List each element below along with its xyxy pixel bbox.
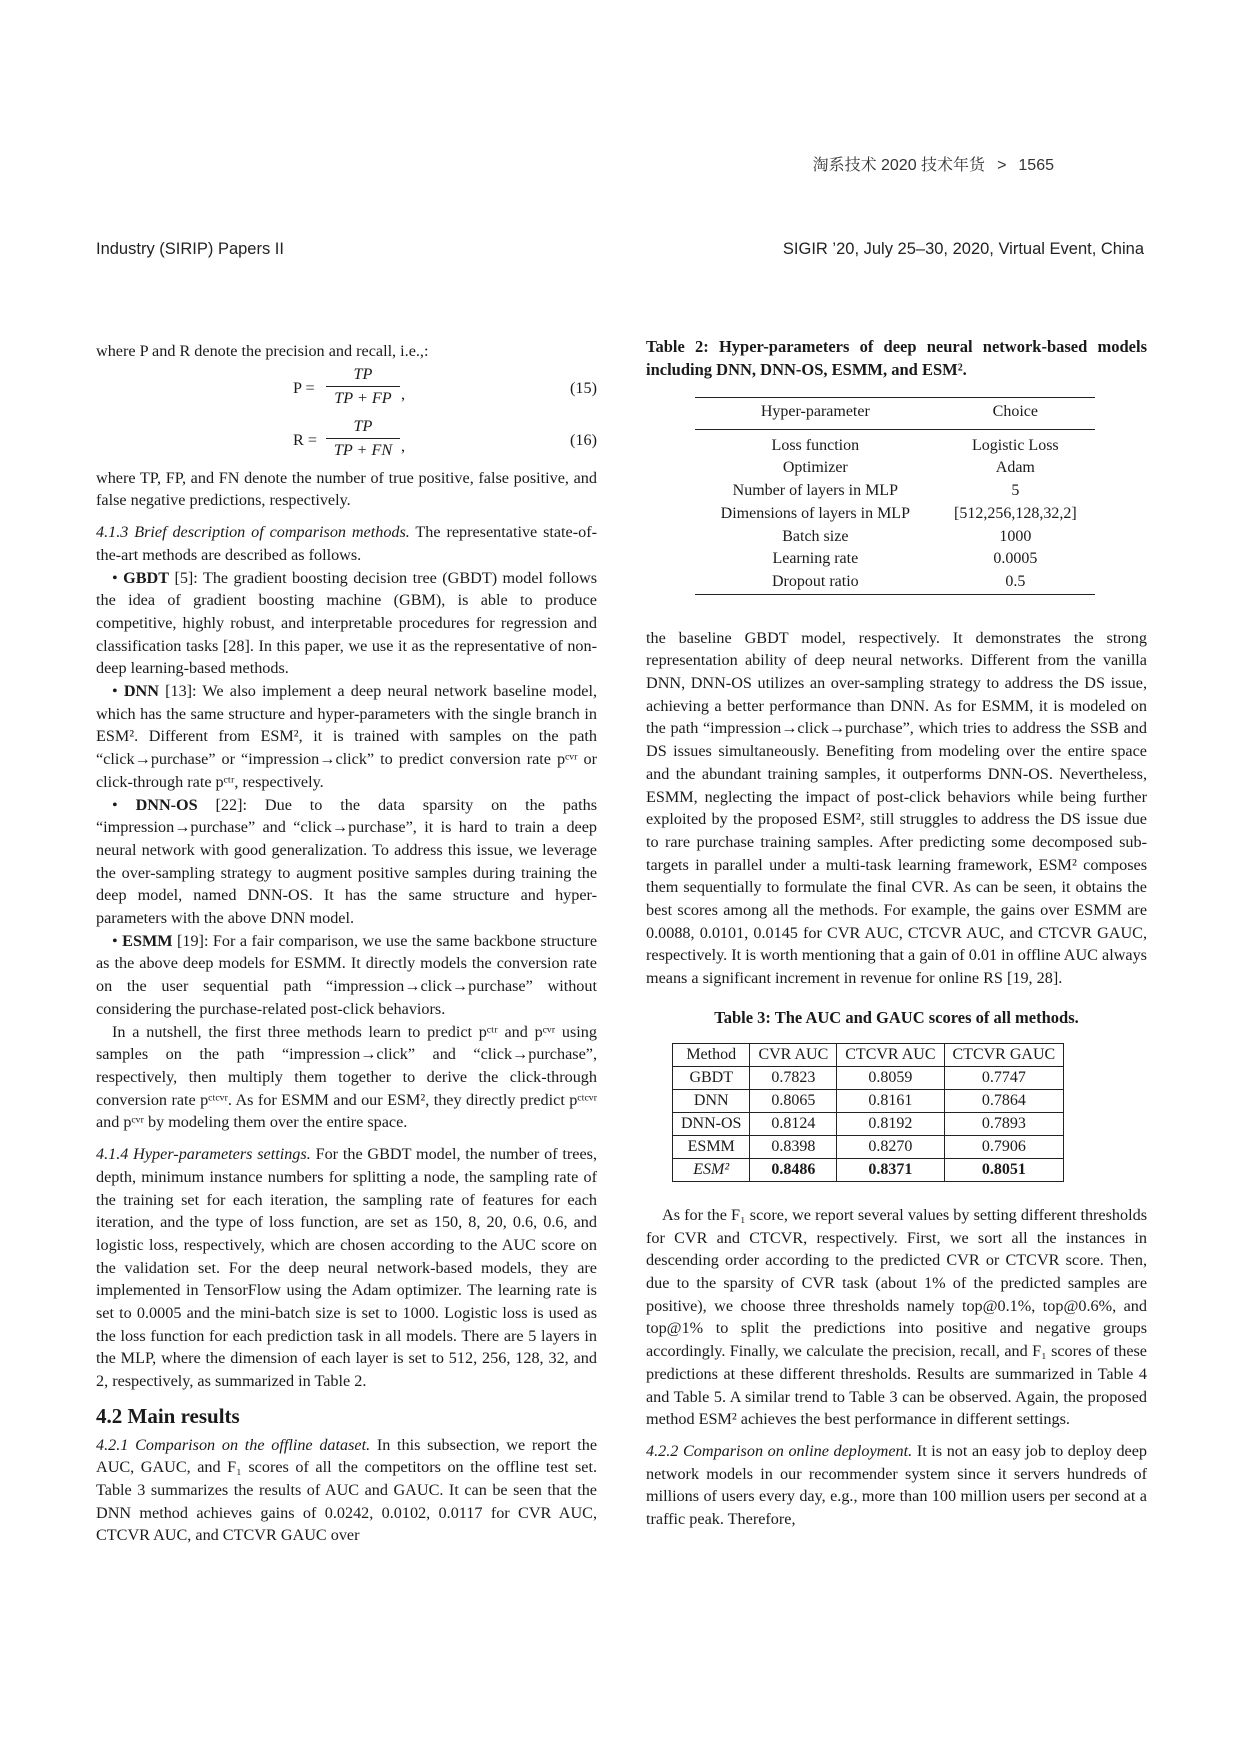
table-row: ESMM 0.8398 0.8270 0.7906 [673, 1135, 1064, 1158]
method-dnn: • DNN [13]: We also implement a deep neural network baseline model, which has the same structure and hyper-parameters with the single branch in ESM². Different from ESM², it is trained with samples on the path “click→purchase” or “impression→click” to predict conversion rate pᶜᵛʳ or click-through rate pᶜᵗʳ, respectively. [96, 682, 598, 791]
table-row: Optimizer Adam [782, 459, 1035, 477]
table-row: Batch size 1000 [782, 527, 1032, 545]
table-row: Dropout ratio 0.5 [771, 572, 1026, 590]
table-row: DNN 0.8065 0.8161 0.7864 [673, 1089, 1064, 1112]
after-equation-paragraph: where TP, FP, and FN denote the number of true positive, false positive, and false negative predictions, respectively. [96, 468, 597, 510]
eq16-numerator: TP [326, 415, 400, 440]
left-column [96, 340, 597, 1547]
f1-paragraph: As for the F₁ score, we report several values by setting different thresholds for CVR and CTCVR, respectively. First, we sort all the instances in descending order according to the predicted CVR or CTCVR score. Then, due to the sparsity of CVR task (about 1% of the predicted samples are positive), we choose three thresholds namely top@0.1%, top@0.6%, and top@1% to split the predictions into positive and negative groups accordingly. Finally, we calculate the precision, recall, and F₁ scores of these predictions at these different thresholds. Results are summarized in Table 4 and Table 5. A similar trend to Table 3 can be observed. Again, the proposed method ESM² achieves the best performance in different settings. [646, 1205, 1147, 1429]
section-4-2-1-title: 4.2.1 Comparison on the offline dataset. [96, 1435, 371, 1454]
equation-15: P = $\frac{TP}{TP + FP}$ , (15) [96, 363, 597, 415]
table-2-caption: Table 2: Hyper-parameters of deep neural network-based models including DNN, DNN-OS, ESMM, and ESM². [646, 337, 1147, 379]
table-3-header: CVR AUC [750, 1043, 837, 1066]
right-column [646, 335, 1147, 1531]
table-3-caption: Table 3: The AUC and GAUC scores of all methods. [714, 1007, 1079, 1027]
intro-paragraph: where P and R denote the precision and recall, i.e.,: [96, 342, 429, 360]
section-4-1-3: 4.1.3 Brief description of comparison methods. The representative state-of-the-art methods are described as follows. [96, 523, 597, 564]
book-header [813, 152, 1054, 175]
table-row: Loss function Logistic Loss [771, 436, 1059, 454]
method-dnn-os: • DNN-OS [22]: Due to the data sparsity on the paths “impression→purchase” and “click→purchase”, it is hard to train a deep neural network with good generalization. To address this issue, we leverage the over-sampling strategy to augment positive samples during training the deep model, named DNN-OS. It has the same structure and hyper-parameters with the above DNN model. [96, 795, 597, 928]
table-3-header: Method [673, 1043, 750, 1066]
section-4-1-4-title: 4.1.4 Hyper-parameters settings. [96, 1145, 311, 1164]
eq15-numerator: TP [326, 363, 400, 388]
eq15-number: (15) [570, 378, 597, 397]
results-discussion-paragraph: the baseline GBDT model, respectively. It demonstrates the strong representation ability of deep neural networks. Different from the vanilla DNN, DNN-OS utilizes an over-sampling strategy to address the DS issue, achieving a better performance than DNN. As for ESMM, it is modeled on the path “impression→click→purchase”, which tries to address the SSB and DS issues simultaneously. Benefiting from modeling over the entire space and the abundant training samples, it outperforms DNN-OS. Nevertheless, ESMM, neglecting the impact of post-click behaviors while being further exploited by the proposed ESM², still struggles to address the DS issue due to rare purchase training samples. After predicting some decomposed sub-targets in parallel under a multi-task learning framework, ESM² composes them sequentially to formulate the final CVR. As can be seen, it obtains the best scores among all the methods. For example, the gains over ESMM are 0.0088, 0.0101, 0.0145 for CVR AUC, CTCVR AUC, and CTCVR GAUC, respectively. It is worth mentioning that a gain of 0.01 in offline AUC always means a significant increment in revenue for online RS [19, 28]. [646, 628, 1147, 988]
section-4-2-heading: 4.2 Main results [96, 1403, 240, 1428]
eq16-lhs: R = [293, 430, 317, 449]
hyperparameter-table [695, 397, 1095, 595]
table-row: DNN-OS 0.8124 0.8192 0.7893 [673, 1112, 1064, 1135]
section-4-1-3-title: 4.1.3 Brief description of comparison methods. [96, 523, 410, 542]
section-4-2-2: 4.2.2 Comparison on online deployment. It is not an easy job to deploy deep network models in our recommender system since it servers hundreds of millions of users every day, e.g., more than 100 million users per second at a traffic peak. Therefore, [646, 1441, 1147, 1529]
equation-16: R = $\frac{TP}{TP + FN}$ , (16) [96, 415, 597, 467]
nutshell-paragraph: In a nutshell, the first three methods learn to predict pᶜᵗʳ and pᶜᵛʳ using samples on the path “impression→click” and “click→purchase”, respectively, then multiply them together to derive the click-through conversion rate pᶜᵗᶜᵛʳ. As for ESMM and our ESM², they directly predict pᶜᵗᶜᵛʳ and pᶜᵛʳ by modeling them over the entire space. [96, 1022, 597, 1132]
eq15-denominator: TP + FP [334, 389, 392, 408]
table-row: GBDT 0.7823 0.8059 0.7747 [673, 1066, 1064, 1089]
table-3-header: CTCVR AUC [837, 1043, 944, 1066]
table-2-header: Choice [936, 398, 1095, 430]
method-esmm: • ESMM [19]: For a fair comparison, we use the same backbone structure as the above deep models for ESMM. It directly models the conversion rate on the user sequential path “impression→click→purchase” without considering the purchase-related post-click behaviors. [96, 931, 598, 1018]
section-4-2-1: 4.2.1 Comparison on the offline dataset. In this subsection, we report the AUC, GAUC, and F₁ scores of all the competitors on the offline test set. Table 3 summarizes the results of AUC and GAUC. It can be seen that the DNN method achieves gains of 0.0242, 0.0102, 0.0117 for CVR AUC, CTCVR AUC, and CTCVR GAUC over [96, 1435, 597, 1545]
method-gbdt: • GBDT [5]: The gradient boosting decision tree (GBDT) model follows the idea of gradient boosting machine (GBM), is able to produce competitive, highly robust, and interpretable procedures for regression and classification tasks [28]. In this paper, we use it as the representative of non-deep learning-based methods. [96, 568, 598, 678]
auc-results-table [672, 1043, 1064, 1182]
eq16-denominator: TP + FN [333, 441, 393, 460]
table-3-header: CTCVR GAUC [944, 1043, 1064, 1066]
table-row-best: ESM² 0.8486 0.8371 0.8051 [673, 1158, 1064, 1181]
running-head-right: SIGIR ’20, July 25–30, 2020, Virtual Event, China [782, 240, 1144, 258]
section-4-1-4: 4.1.4 Hyper-parameters settings. For the GBDT model, the number of trees, depth, minimum instance numbers for splitting a node, the sampling rate of the training set for each iteration, the sampling rate of features for each iteration, and the type of loss function, are set as 150, 8, 20, 0.6, 0.6, and logistic loss, respectively, which are chosen according to the AUC score on the validation set. For the deep neural network-based models, they are implemented in TensorFlow using the Adam optimizer. The learning rate is set to 0.0005 and the mini-batch size is set to 1000. Logistic loss is used as the loss function for each prediction task in all models. There are 5 layers in the MLP, where the dimension of each layer is set to 512, 256, 128, 32, and 2, respectively, as summarized in Table 2. [96, 1145, 598, 1391]
section-4-2-2-title: 4.2.2 Comparison on online deployment. [646, 1441, 913, 1460]
table-row: Learning rate 0.0005 [772, 550, 1038, 568]
running-head-left: Industry (SIRIP) Papers II [96, 240, 284, 258]
table-2-header: Hyper-parameter [695, 398, 936, 430]
table-row: Number of layers in MLP 5 [732, 482, 1020, 500]
page-number: 1565 [1018, 157, 1054, 174]
eq16-number: (16) [570, 430, 597, 449]
header-separator: > [997, 157, 1007, 174]
eq15-lhs: P = [293, 378, 315, 397]
table-row: Dimensions of layers in MLP [512,256,128,32,2] [720, 504, 1077, 522]
book-title: 淘系技术 2020 技术年货 [812, 157, 986, 174]
